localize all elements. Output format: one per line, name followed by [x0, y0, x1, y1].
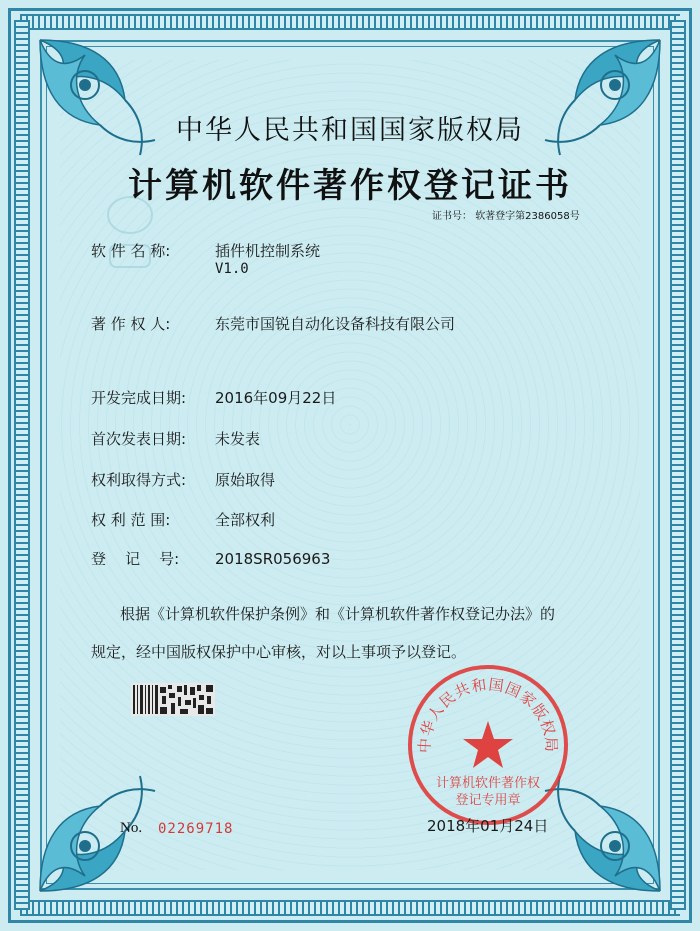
issue-date: 2018年01月24日	[427, 817, 549, 835]
field-registration-number	[91, 548, 330, 569]
certificate-number-value: 软著登字第2386058号	[475, 211, 580, 222]
statement-line-1: 根据《计算机软件保护条例》和《计算机软件著作权登记办法》的	[120, 605, 556, 623]
software-version: V1.0	[215, 261, 249, 277]
serial-number: 02269718	[158, 821, 234, 837]
field-value: 2016年09月22日	[215, 389, 337, 407]
corner-ornament-top-left	[30, 30, 170, 170]
official-seal	[406, 663, 570, 827]
field-first-publication	[91, 428, 260, 449]
field-label: 著 作 权 人:	[91, 315, 171, 333]
barcode	[131, 683, 215, 716]
certificate-number-label: 证书号：	[432, 211, 472, 222]
border-pattern-left	[14, 20, 30, 910]
border-pattern-top	[20, 14, 680, 30]
field-label: 权 利 范 围:	[91, 511, 171, 529]
field-completion-date	[91, 387, 336, 408]
star-icon	[463, 721, 513, 768]
field-label: 软 件 名 称:	[91, 242, 171, 260]
field-value: 东莞市国锐自动化设备科技有限公司	[215, 315, 456, 333]
seal-ring-text: 中华人民共和国国家版权局	[415, 675, 561, 754]
field-value: 原始取得	[215, 471, 276, 489]
statement-line-2: 规定，经中国版权保护中心审核，对以上事项予以登记。	[91, 643, 467, 661]
field-copyright-holder	[91, 313, 455, 334]
field-acquisition-method	[91, 469, 275, 490]
field-label: 开发完成日期:	[91, 389, 187, 407]
seal-center-line-1: 计算机软件著作权	[435, 776, 541, 791]
field-label: 登 记 号:	[91, 550, 180, 568]
certificate-title: 计算机软件著作权登记证书	[128, 166, 572, 206]
border-pattern-right	[670, 20, 686, 910]
field-scope-of-rights	[91, 509, 275, 530]
field-label: 权利取得方式:	[91, 471, 187, 489]
field-value: 未发表	[215, 430, 261, 448]
field-software-name	[91, 240, 320, 261]
field-value: 插件机控制系统	[215, 242, 321, 260]
field-value: 2018SR056963	[215, 550, 331, 568]
issuer-title: 中华人民共和国国家版权局	[176, 115, 524, 146]
serial-label: No.	[120, 820, 143, 836]
corner-ornament-bottom-left	[30, 761, 170, 901]
field-value: 全部权利	[215, 511, 276, 529]
seal-center-line-2: 登记专用章	[455, 793, 521, 808]
border-pattern-bottom	[20, 900, 680, 916]
certificate-number	[432, 207, 580, 222]
corner-ornament-top-right	[530, 30, 670, 170]
field-label: 首次发表日期:	[91, 430, 187, 448]
